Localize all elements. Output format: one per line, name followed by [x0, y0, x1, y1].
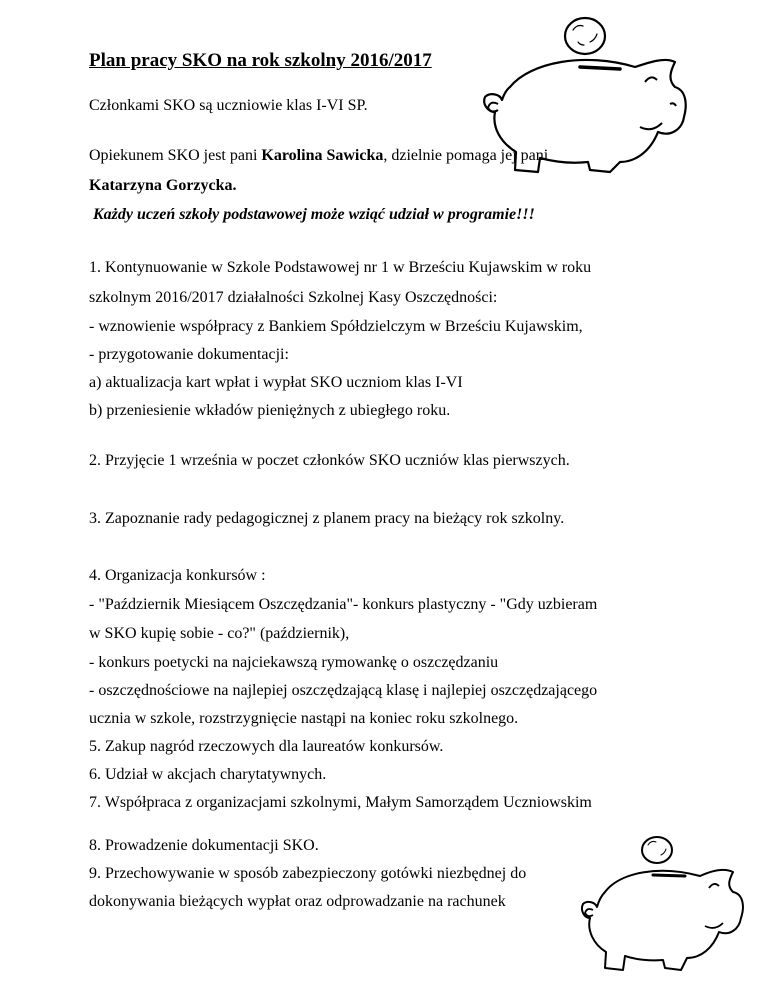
- plan-line: 6. Udział w akcjach charytatywnych.: [89, 766, 327, 783]
- guardian-name-1: Karolina Sawicka: [261, 147, 384, 164]
- plan-line: 2. Przyjęcie 1 września w poczet członków SKO uczniów klas pierwszych.: [89, 452, 570, 469]
- motto-text: Każdy uczeń szkoły podstawowej może wziąć udział w programie!!!: [93, 206, 535, 223]
- plan-line: - konkurs poetycki na najciekawszą rymowankę o oszczędzaniu: [89, 654, 499, 671]
- plan-line: 4. Organizacja konkursów :: [89, 567, 266, 584]
- guardian-name-2: [89, 176, 237, 196]
- plan-line: 7. Współpraca z organizacjami szkolnymi, Małym Samorządem Uczniowskim: [89, 794, 592, 811]
- plan-line: - przygotowanie dokumentacji:: [89, 346, 289, 363]
- plan-line: 9. Przechowywanie w sposób zabezpieczony gotówki niezbędnej do: [89, 865, 527, 882]
- piggy-bank-bottom-icon: [575, 830, 765, 985]
- plan-line: ucznia w szkole, rozstrzygnięcie nastąpi na koniec roku szkolnego.: [89, 710, 519, 727]
- members-text: Członkami SKO są uczniowie klas I-VI SP.: [89, 97, 368, 114]
- plan-line: - wznowienie współpracy z Bankiem Spółdzielczym w Brześciu Kujawskim,: [89, 318, 583, 335]
- page-title: Plan pracy SKO na rok szkolny 2016/2017: [89, 50, 432, 71]
- plan-line: w SKO kupię sobie - co?" (październik),: [89, 625, 350, 642]
- guardian-prefix: Opiekunem SKO jest pani: [89, 147, 262, 164]
- plan-line: 3. Zapoznanie rady pedagogicznej z planem pracy na bieżący rok szkolny.: [89, 510, 565, 527]
- guardian-text: [89, 146, 548, 166]
- plan-line: dokonywania bieżących wypłat oraz odprowadzanie na rachunek: [89, 893, 506, 910]
- guardian-middle: , dzielnie pomaga jej pani: [383, 147, 549, 164]
- plan-line: b) przeniesienie wkładów pieniężnych z ubiegłego roku.: [89, 402, 451, 419]
- guardian-name-2-text: Katarzyna Gorzycka.: [89, 177, 237, 194]
- plan-line: 1. Kontynuowanie w Szkole Podstawowej nr 1 w Brześciu Kujawskim w roku: [89, 259, 592, 276]
- plan-line: 5. Zakup nagród rzeczowych dla laureatów konkursów.: [89, 738, 444, 755]
- plan-line: - "Październik Miesiącem Oszczędzania"- konkurs plastyczny - "Gdy uzbieram: [89, 596, 598, 613]
- plan-line: szkolnym 2016/2017 działalności Szkolnej Kasy Oszczędności:: [89, 289, 498, 306]
- plan-line: a) aktualizacja kart wpłat i wypłat SKO uczniom klas I-VI: [89, 374, 463, 391]
- plan-line: 8. Prowadzenie dokumentacji SKO.: [89, 837, 319, 854]
- plan-line: - oszczędnościowe na najlepiej oszczędzającą klasę i najlepiej oszczędzającego: [89, 682, 598, 699]
